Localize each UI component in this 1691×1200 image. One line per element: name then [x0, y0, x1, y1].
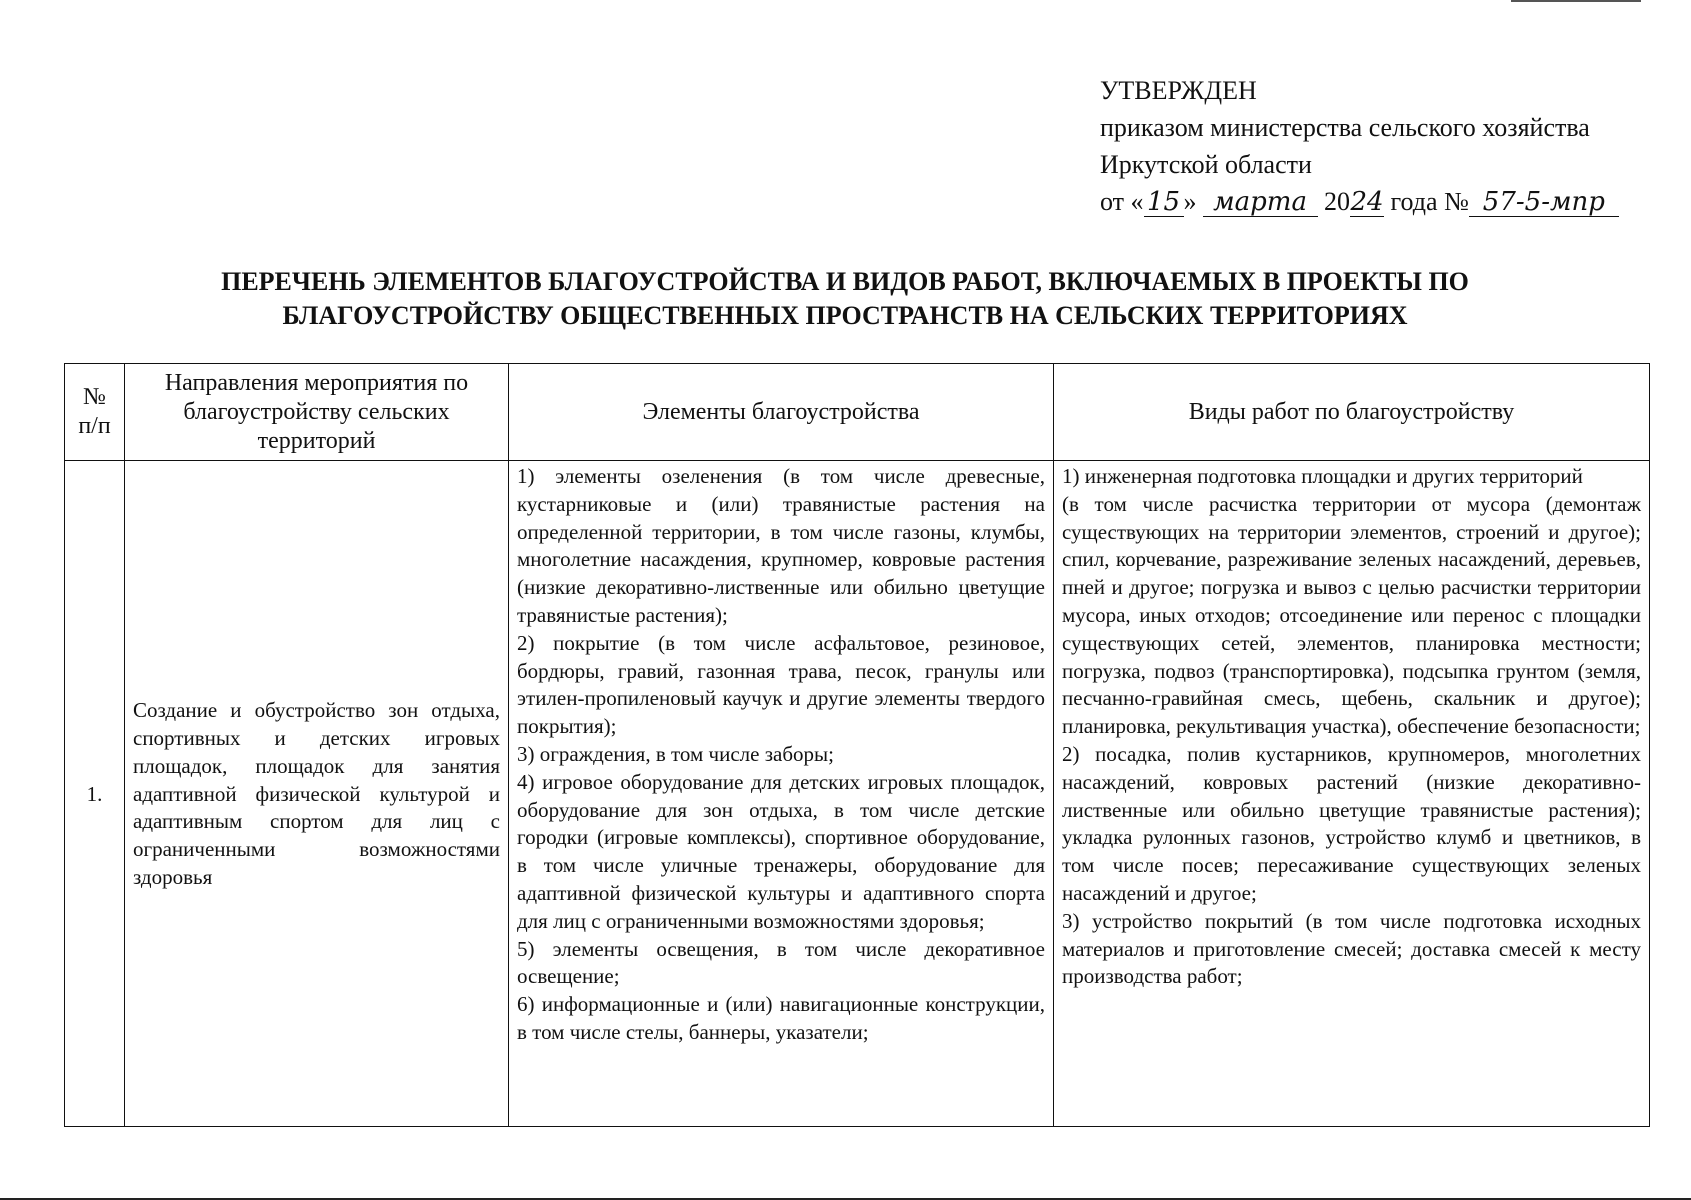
improvement-table [64, 363, 1650, 1127]
date-separator: » [1183, 187, 1197, 216]
scan-edge-line [1511, 0, 1641, 2]
header-elements: Элементы благоустройства [509, 364, 1054, 461]
table-row [65, 461, 1650, 1127]
row-elements [509, 461, 1054, 1127]
header-works: Виды работ по благоустройству [1054, 364, 1650, 461]
element-item: 3) ограждения, в том числе заборы; [517, 741, 834, 766]
approval-date-line [1100, 183, 1619, 220]
work-item: 1) инженерная подготовка площадки и других территорий [1062, 464, 1583, 488]
row-works [1054, 461, 1650, 1127]
number-label: года № [1390, 187, 1469, 216]
row-number: 1. [65, 461, 125, 1127]
date-month-handwritten: марта [1203, 188, 1318, 217]
work-item: 2) посадка, полив кустарников, крупномеров, многолетних насаждений, ковровых растений (низкие декоративно-лиственные или обильно цветущие травянистые растения); укладка рулонных газонов, устройство клумб и цветников, в том числе посев; пересаживание существующих зеленых насаждений и другое; [1062, 741, 1641, 905]
element-item: 5) элементы освещения, в том числе декоративное освещение; [517, 936, 1045, 989]
element-item: 4) игровое оборудование для детских игровых площадок, оборудование для зон отдыха, в том числе детские городки (игровые комплексы), спортивное оборудование, в том числе уличные тренажеры, оборудование для адаптивной физической культуры и адаптивного спорта для лиц с ограниченными возможностями здоровья; [517, 769, 1045, 933]
approval-stamp [1100, 72, 1619, 220]
document-title: ПЕРЕЧЕНЬ ЭЛЕМЕНТОВ БЛАГОУСТРОЙСТВА И ВИДОВ РАБОТ, ВКЛЮЧАЕМЫХ В ПРОЕКТЫ ПО БЛАГОУСТРОЙСТВУ ОБЩЕСТВЕННЫХ ПРОСТРАНСТВ НА СЕЛЬСКИХ ТЕРРИТОРИЯХ [221, 267, 1469, 330]
header-direction: Направления мероприятия по благоустройству сельских территорий [125, 364, 509, 461]
element-item: 1) элементы озеленения (в том числе древесные, кустарниковые и (или) травянистые растения на определенной территории, в том числе газоны, клумбы, многолетние насаждения, крупномер, ковровые растения (низкие декоративно-лиственные или обильно цветущие травянистые растения); [517, 464, 1045, 627]
element-item: 2) покрытие (в том числе асфальтовое, резиновое, бордюры, гравий, газонная трава, песок, гранулы или этилен-пропиленовый каучук и другие элементы твердого покрытия); [517, 630, 1045, 739]
work-item: (в том числе расчистка территории от мусора (демонтаж существующих на территории элементов, строений и другое); спил, корчевание, разреживание зеленых насаждений, деревьев, пней и другое; погрузка и вывоз с целью расчистки территории мусора, иных отходов; отсоединение или перенос с площадки существующих сетей, элементов, планировка местности; погрузка, подвоз (транспортировка), подсыпка грунтом (земля, песчанно-гравийная смесь, щебень, скальник и другое); планировка, рекультивация участка), обеспечение безопасности; [1062, 491, 1641, 739]
date-prefix: от « [1100, 187, 1144, 216]
approval-heading: УТВЕРЖДЕН [1100, 76, 1257, 105]
approval-line-2: Иркутской области [1100, 150, 1312, 179]
work-item: 3) устройство покрытий (в том числе подготовка исходных материалов и приготовление смесей; доставка смесей к месту производства работ; [1062, 908, 1641, 989]
row-direction: Создание и обустройство зон отдыха, спортивных и детских игровых площадок, площадок для занятия адаптивной физической культурой и адаптивным спортом для лиц с ограниченными возможностями здоровья [125, 461, 509, 1127]
year-suffix-handwritten: 24 [1350, 187, 1384, 217]
table-header-row [65, 364, 1650, 461]
order-number-handwritten: 57-5-мпр [1469, 188, 1619, 217]
approval-line-1: приказом министерства сельского хозяйства [1100, 113, 1590, 142]
year-prefix: 20 [1324, 187, 1351, 216]
header-number: № п/п [65, 364, 125, 461]
element-item: 6) информационные и (или) навигационные конструкции, в том числе стелы, баннеры, указатели; [517, 992, 1045, 1044]
date-day-handwritten: 15 [1144, 188, 1184, 217]
